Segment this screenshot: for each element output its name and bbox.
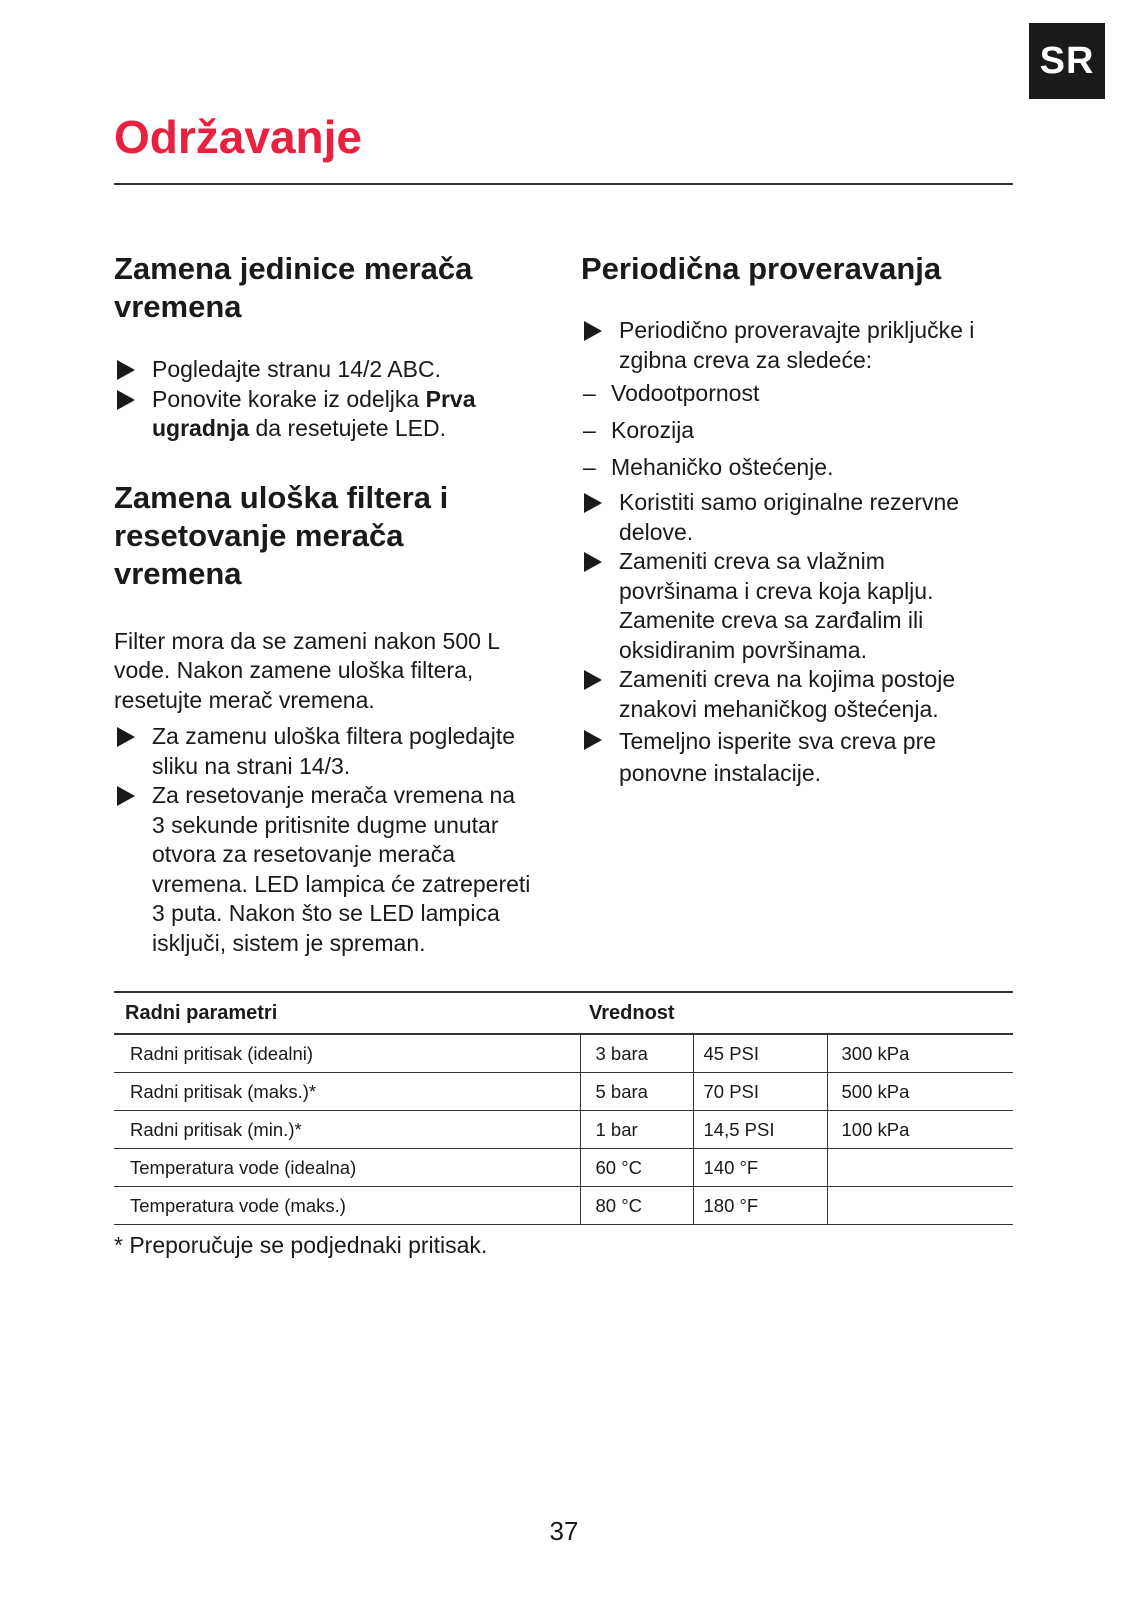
list-item-text: Za resetovanje merača vremena na 3 sekunde pritisnite dugme unutar otvora za resetovanje merača vremena. LED lampica će zatrepereti 3 puta. Nakon što se LED lampica isključi, sistem je spreman. xyxy=(152,782,531,956)
language-badge: SR xyxy=(1029,23,1105,99)
table-cell: 100 kPa xyxy=(827,1111,1013,1149)
arrow-bullet-icon xyxy=(584,321,602,341)
page-number: 37 xyxy=(549,1516,579,1546)
table-row xyxy=(114,1034,1013,1073)
filter-paragraph: Filter mora da se zameni nakon 500 L vode. Nakon zamene uloška filtera, resetujte merač vremena. xyxy=(114,627,500,713)
periodic-checks-list-continued xyxy=(581,488,1001,789)
list-item-text: da resetujete LED. xyxy=(249,415,447,441)
left-column xyxy=(114,250,554,958)
list-item xyxy=(581,665,1001,724)
section-heading-filter: Zamena uloška filtera i resetovanje merača vremena xyxy=(114,479,449,591)
list-item-text: Zameniti creva sa vlažnim površinama i creva koja kaplju. Zamenite creva sa zarđalim ili oksidiranim površinama. xyxy=(619,548,934,663)
table-cell: 45 PSI xyxy=(693,1034,827,1073)
table-header-value: Vrednost xyxy=(580,992,1013,1034)
list-item xyxy=(114,722,534,781)
list-item-text: Periodično proveravajte priključke i zgibna creva za sledeće: xyxy=(619,317,975,373)
check-criteria-list xyxy=(581,375,1021,486)
arrow-bullet-icon xyxy=(117,727,135,747)
section-heading-timer-unit: Zamena jedinice merača vremena xyxy=(114,251,473,324)
list-item xyxy=(581,488,1001,547)
page-title: Održavanje xyxy=(114,111,362,163)
table-cell: 180 °F xyxy=(693,1187,827,1225)
periodic-checks-list xyxy=(581,316,1011,375)
arrow-bullet-icon xyxy=(584,670,602,690)
list-item xyxy=(581,375,1021,412)
table-cell: 3 bara xyxy=(580,1034,693,1073)
table-cell: Radni pritisak (idealni) xyxy=(114,1034,580,1073)
right-column xyxy=(581,250,1021,789)
list-item-text: Mehaničko oštećenje. xyxy=(611,454,834,480)
table-row xyxy=(114,1149,1013,1187)
table-cell: Temperatura vode (idealna) xyxy=(114,1149,580,1187)
section-heading-periodic-checks: Periodična proveravanja xyxy=(581,251,942,286)
table-cell: 14,5 PSI xyxy=(693,1111,827,1149)
table-footnote: * Preporučuje se podjednaki pritisak. xyxy=(114,1232,488,1258)
table-cell: Radni pritisak (maks.)* xyxy=(114,1073,580,1111)
table-cell: 1 bar xyxy=(580,1111,693,1149)
list-item xyxy=(581,449,1021,486)
table-cell: Temperatura vode (maks.) xyxy=(114,1187,580,1225)
dash-marker: – xyxy=(583,417,596,443)
list-item-text: Za zamenu uloška filtera pogledajte sliku na strani 14/3. xyxy=(152,723,516,779)
table-cell: 140 °F xyxy=(693,1149,827,1187)
list-item-text: Vodootpornost xyxy=(611,380,760,406)
table-cell: 5 bara xyxy=(580,1073,693,1111)
table-cell: 60 °C xyxy=(580,1149,693,1187)
timer-unit-steps xyxy=(114,355,554,444)
list-item-bold-text: Prva ugradnja xyxy=(152,385,476,441)
arrow-bullet-icon xyxy=(117,390,135,410)
table-row xyxy=(114,1187,1013,1225)
list-item-text: Temeljno isperite sva creva pre ponovne instalacije. xyxy=(619,728,937,786)
dash-marker: – xyxy=(583,454,596,480)
list-item xyxy=(581,725,1001,789)
table-cell: 70 PSI xyxy=(693,1073,827,1111)
operating-parameters-table xyxy=(114,991,1013,1225)
arrow-bullet-icon xyxy=(584,730,602,750)
list-item xyxy=(114,781,534,958)
list-item xyxy=(581,316,1011,375)
list-item-text: Zameniti creva na kojima postoje znakovi mehaničkog oštećenja. xyxy=(619,666,956,722)
arrow-bullet-icon xyxy=(117,786,135,806)
arrow-bullet-icon xyxy=(117,360,135,380)
table-cell: 500 kPa xyxy=(827,1073,1013,1111)
arrow-bullet-icon xyxy=(584,493,602,513)
table-cell xyxy=(827,1149,1013,1187)
list-item xyxy=(114,355,554,385)
list-item-text: Pogledajte stranu 14/2 ABC. xyxy=(152,356,441,382)
list-item xyxy=(581,412,1021,449)
table-cell: 300 kPa xyxy=(827,1034,1013,1073)
table-cell xyxy=(827,1187,1013,1225)
list-item-text: Ponovite korake iz odeljka xyxy=(152,385,426,412)
table-row xyxy=(114,1073,1013,1111)
filter-steps xyxy=(114,722,534,958)
table-cell: Radni pritisak (min.)* xyxy=(114,1111,580,1149)
table-header-row xyxy=(114,992,1013,1034)
title-divider xyxy=(114,183,1013,185)
table-row xyxy=(114,1111,1013,1149)
list-item-text: Korozija xyxy=(611,417,695,443)
list-item xyxy=(581,547,1001,665)
table-cell: 80 °C xyxy=(580,1187,693,1225)
dash-marker: – xyxy=(583,380,596,406)
arrow-bullet-icon xyxy=(584,552,602,572)
table-header-parameters: Radni parametri xyxy=(114,992,580,1034)
list-item-text: Koristiti samo originalne rezervne delove. xyxy=(619,489,960,545)
list-item xyxy=(114,385,554,444)
